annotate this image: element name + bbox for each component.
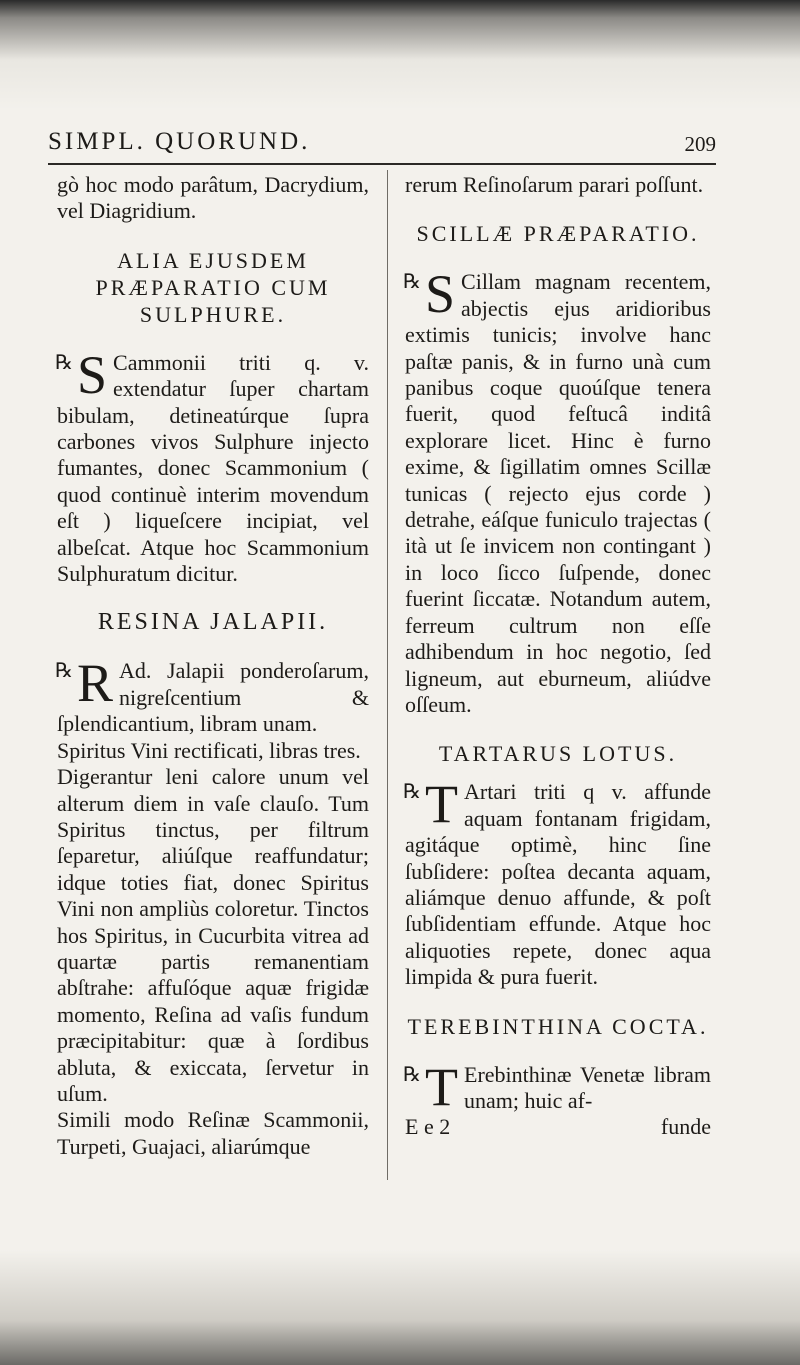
header-rule: [48, 163, 716, 165]
recipe-symbol: ℞: [403, 271, 421, 294]
recipe-symbol: ℞: [55, 351, 73, 374]
running-head: [48, 128, 716, 162]
column-divider: [387, 170, 388, 1180]
recipe-symbol: ℞: [55, 660, 73, 683]
drop-cap: R: [77, 653, 114, 714]
page-footer: [405, 1114, 711, 1140]
drop-cap: S: [77, 344, 108, 405]
catchword: funde: [660, 1114, 711, 1140]
paragraph: Ad. Jalapii ponderoſarum, nigreſcentium & ſplendicantium, libram unam.: [57, 658, 369, 737]
section-heading: RESINA JALAPII.: [97, 609, 329, 636]
drop-cap: T: [425, 774, 458, 835]
section-heading: ALIA EJUSDEM PRÆPARATIO CUM SULPHURE.: [95, 247, 331, 327]
signature-mark: E e 2: [405, 1114, 451, 1140]
paragraph: Erebinthinæ Venetæ libram unam; huic af-: [464, 1061, 711, 1113]
paragraph: Cillam magnam recentem, abjectis ejus aridioribus extimis tunicis; involve hanc paſtæ panis, & in furno unà cum panibus coque quoúſque tenera fuerit, quod feſtucâ inditâ explorare licet. Hinc è furno exime, & ſigillatim omnes Scillæ tunicas ( rejecto ejus corde ) detrahe, eáſque funiculo trajectas ( ità ut ſe invicem non contingant ) in loco ſicco ſuſpende, donec fuerint ſiccatæ. Notandum autem, ferreum cultrum non eſſe adhibendum in hoc negotio, ſed ligneum, aut eburneum, aliúdve oſſeum.: [405, 269, 711, 717]
paragraph: Artari triti q v. affunde aquam fontanam frigidam, agitáque optimè, hinc ſine ſubſidere: poſtea decanta aquam, aliámque denuo affunde, & poſt ſubſidentiam effunde. Atque hoc aliquoties repete, donec aqua limpida & pura fuerit.: [405, 779, 711, 990]
recipe-symbol: ℞: [403, 781, 421, 804]
left-column: [57, 172, 369, 1160]
drop-cap: S: [425, 264, 456, 325]
paragraph: Digerantur leni calore unum vel alterum diem in vaſe clauſo. Tum Spiritus tinctus, per filtrum ſeparetur, aliúſque reaffundatur; idque toties fiat, donec Spiritus Vini non ampliùs coloretur. Tinctos hos Spiritus, in Cucurbita vitrea ad quartæ partis remanentiam abſtrahe: affuſóque aquæ frigidæ momento, Reſina ad vaſis fundum præcipitabitur: quæ à ſordibus abluta, & exiccata, ſervetur in uſum.: [57, 764, 369, 1106]
recipe-block: [55, 344, 369, 588]
paragraph: Cammonii triti q. v. extendatur ſuper chartam bibulam, detineatúrque ſupra carbones vivos Sulphure injecto fumantes, donec Scammonium ( quod continuè interim movendum eſt ) liqueſcere incipiat, vel albeſcat. Atque hoc Scammonium Sulphuratum dicitur.: [57, 349, 369, 587]
page-number: 209: [684, 132, 716, 156]
paragraph: rerum Reſinoſarum parari poſſunt.: [405, 172, 704, 197]
right-column: [405, 172, 711, 1140]
section-heading: TEREBINTHINA COCTA.: [407, 1013, 709, 1039]
paragraph: gò hoc modo parâtum, Dacrydium, vel Diagridium.: [57, 172, 369, 224]
recipe-block: [403, 1056, 711, 1117]
section-heading: SCILLÆ PRÆPARATIO.: [416, 221, 700, 247]
recipe-block: [403, 264, 711, 718]
paragraph: Simili modo Reſinæ Scammonii, Turpeti, Guajaci, aliarúmque: [57, 1107, 369, 1159]
drop-cap: T: [425, 1056, 458, 1117]
running-title: SIMPL. QUORUND.: [48, 128, 311, 155]
recipe-symbol: ℞: [403, 1063, 421, 1086]
paragraph: Spiritus Vini rectificati, libras tres.: [57, 737, 361, 763]
recipe-block: [403, 774, 711, 990]
section-heading: TARTARUS LOTUS.: [438, 741, 678, 767]
recipe-block: [55, 653, 369, 737]
